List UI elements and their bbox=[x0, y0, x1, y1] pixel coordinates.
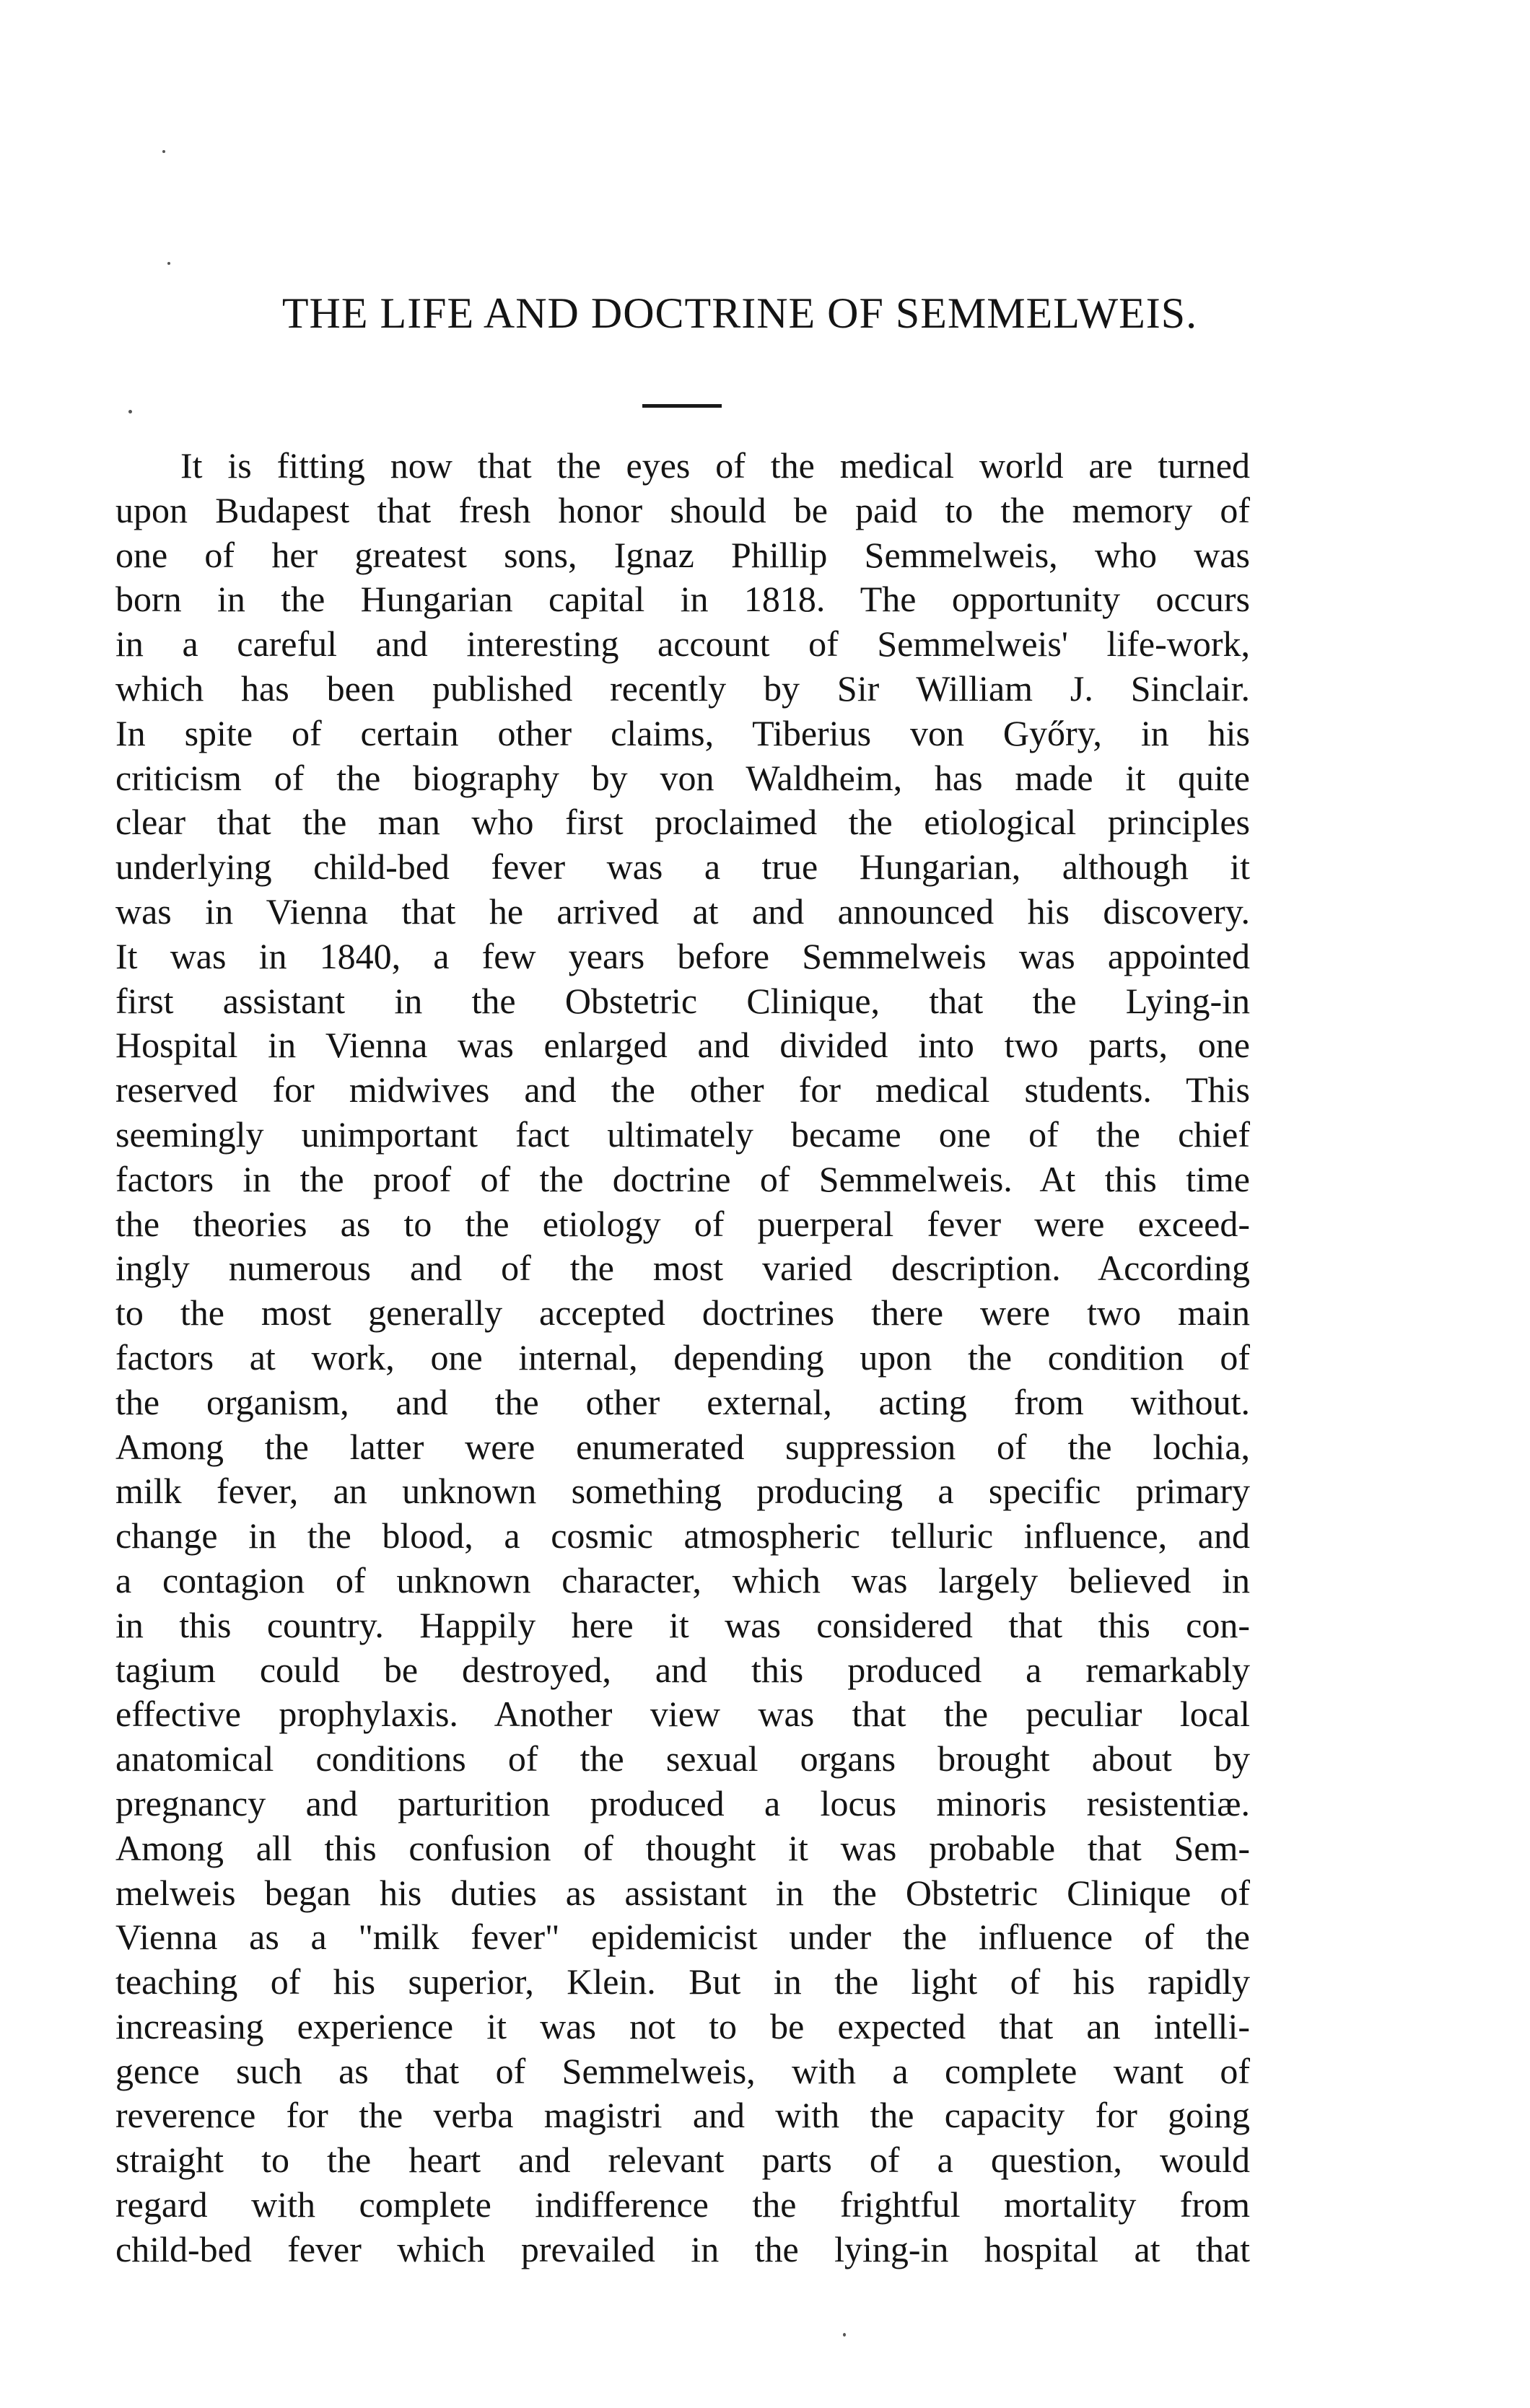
scan-speck bbox=[167, 262, 170, 265]
text-line: first assistant in the Obstetric Clinique, that the Lying-in bbox=[115, 980, 1250, 1021]
text-line: tagium could be destroyed, and this produced a remarkably bbox=[115, 1649, 1250, 1690]
text-line: reverence for the verba magistri and with the capacity for going bbox=[115, 2095, 1250, 2136]
text-line: criticism of the biography by von Waldheim, has made it quite bbox=[115, 757, 1250, 798]
text-line: underlying child-bed fever was a true Hungarian, although it bbox=[115, 846, 1250, 888]
text-line: which has been published recently by Sir William J. Sinclair. bbox=[115, 667, 1250, 709]
text-line: anatomical conditions of the sexual organs brought about by bbox=[115, 1738, 1250, 1779]
text-line: Among the latter were enumerated suppression of the lochia, bbox=[115, 1426, 1250, 1467]
text-line: It was in 1840, a few years before Semmelweis was appointed bbox=[115, 935, 1250, 976]
text-line: change in the blood, a cosmic atmospheric telluric influence, and bbox=[115, 1515, 1250, 1557]
text-line: factors at work, one internal, depending upon the condition of bbox=[115, 1336, 1250, 1378]
text-line: born in the Hungarian capital in 1818. The opportunity occurs bbox=[115, 579, 1250, 620]
text-line: seemingly unimportant fact ultimately became one of the chief bbox=[115, 1113, 1250, 1155]
article-body bbox=[115, 444, 1250, 2272]
text-line: melweis began his duties as assistant in the Obstetric Clinique of bbox=[115, 1872, 1250, 1913]
text-line: In spite of certain other claims, Tiberius von Győry, in his bbox=[115, 712, 1250, 753]
scan-speck bbox=[128, 410, 132, 413]
title-rule bbox=[642, 404, 722, 408]
article-title: THE LIFE AND DOCTRINE OF SEMMELWEIS. bbox=[281, 289, 1198, 337]
text-line: gence such as that of Semmelweis, with a complete want of bbox=[115, 2050, 1250, 2091]
text-line: the organism, and the other external, acting from without. bbox=[115, 1381, 1250, 1422]
text-line: milk fever, an unknown something producing a specific primary bbox=[115, 1471, 1250, 1512]
text-line: pregnancy and parturition produced a locus minoris resistentiæ. bbox=[115, 1782, 1250, 1823]
text-line: in this country. Happily here it was considered that this con- bbox=[115, 1604, 1250, 1645]
text-line: regard with complete indifference the frightful mortality from bbox=[115, 2184, 1250, 2225]
scan-speck bbox=[162, 150, 165, 153]
text-line: reserved for midwives and the other for medical students. This bbox=[115, 1069, 1250, 1111]
text-line: in a careful and interesting account of Semmelweis' life-work, bbox=[115, 623, 1250, 665]
text-line: effective prophylaxis. Another view was that the peculiar local bbox=[115, 1694, 1250, 1735]
text-line: Vienna as a "milk fever" epidemicist under the influence of the bbox=[115, 1917, 1250, 1958]
text-line: It is fitting now that the eyes of the medical world are turned bbox=[180, 445, 1250, 486]
text-line: the theories as to the etiology of puerperal fever were exceed- bbox=[115, 1203, 1250, 1244]
text-line: was in Vienna that he arrived at and announced his discovery. bbox=[115, 890, 1250, 932]
scan-speck bbox=[843, 2333, 846, 2337]
text-line: teaching of his superior, Klein. But in the light of his rapidly bbox=[115, 1961, 1250, 2002]
text-line: upon Budapest that fresh honor should be paid to the memory of bbox=[115, 489, 1250, 530]
text-line: child-bed fever which prevailed in the lying-in hospital at that bbox=[115, 2228, 1250, 2269]
text-line: a contagion of unknown character, which was largely believed in bbox=[115, 1559, 1250, 1601]
text-line: one of her greatest sons, Ignaz Phillip Semmelweis, who was bbox=[115, 534, 1250, 575]
text-line: straight to the heart and relevant parts of a question, would bbox=[115, 2140, 1250, 2181]
text-line: increasing experience it was not to be expected that an intelli- bbox=[115, 2005, 1250, 2046]
text-line: Among all this confusion of thought it was probable that Sem- bbox=[115, 1827, 1250, 1868]
text-line: factors in the proof of the doctrine of Semmelweis. At this time bbox=[115, 1158, 1250, 1199]
text-line: ingly numerous and of the most varied description. According bbox=[115, 1248, 1250, 1289]
text-line: Hospital in Vienna was enlarged and divided into two parts, one bbox=[115, 1025, 1250, 1066]
text-line: to the most generally accepted doctrines there were two main bbox=[115, 1292, 1250, 1334]
text-line: clear that the man who first proclaimed the etiological principles bbox=[115, 802, 1250, 843]
